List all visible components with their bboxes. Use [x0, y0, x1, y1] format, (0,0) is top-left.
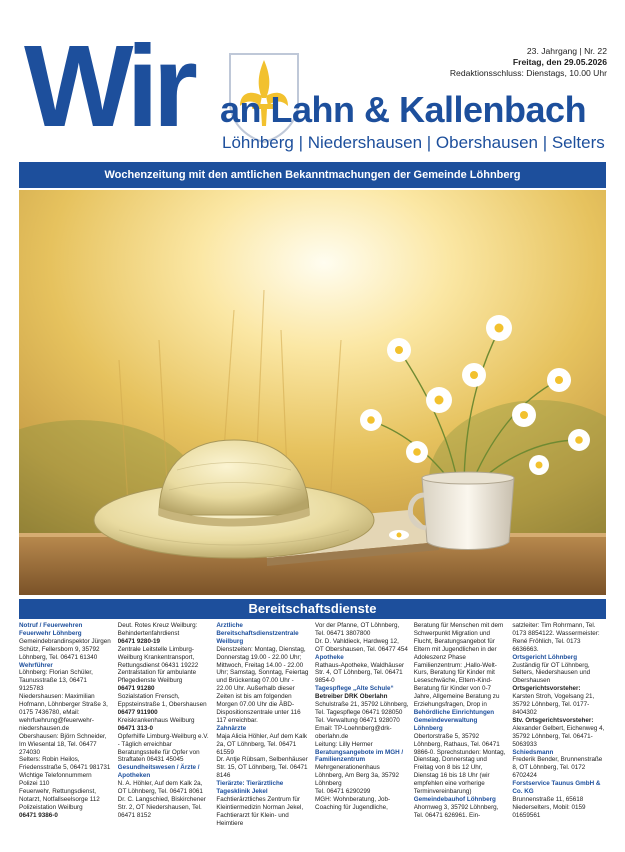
column-paragraph: Opferhilfe Limburg-Weilburg e.V. - Täglich erreichbar Beratungsstelle für Opfer von Straftaten 06431 45045 — [117, 732, 209, 764]
text-column-5 — [414, 622, 508, 848]
column-heading: Apotheke — [315, 653, 344, 661]
issue-date: Freitag, den 29.05.2026 — [512, 57, 607, 67]
masthead — [0, 0, 625, 160]
column-paragraph: Mehrgenerationenhaus Löhnberg, Am Berg 3a, 35792 Löhnberg — [315, 764, 400, 788]
masthead-wir-logo: Wir — [24, 21, 192, 151]
column-paragraph: Zuständig für OT Löhnberg, Selters, Niedershausen und Obershausen — [512, 661, 591, 685]
column-paragraph: 06471 91280 — [117, 685, 155, 693]
column-heading: Tagespflege „Alte Schule“ — [315, 685, 394, 693]
column-paragraph: satzleiter: Tim Rohrmann, Tel. 0173 8854122. Wassermeister: René Fröhlich, Tel. 0173 6636663. — [512, 622, 600, 653]
column-paragraph: Ortsgerichtsvorsteher: — [512, 685, 581, 693]
column-paragraph: Sozialstation Frensch, Eppsteinstraße 1, Obershausen — [117, 693, 207, 709]
issue-info — [450, 46, 607, 79]
column-paragraph: Dienstzeiten: Montag, Dienstag, Donnerstag 19.00 - 22.00 Uhr; Mittwoch, Freitag 14.00 - 22.00 Uhr; Samstag, Sonntag, Feiertag und Brückentag 07.00 Uhr - 22.00 Uhr. Außerhalb dieser Zeiten ist bis am folgenden Morgen 07.00 Uhr die ÄBD-Dispositionszentrale unter 116 117 erreichbar. — [216, 645, 309, 724]
column-paragraph: Rathaus-Apotheke, Waldhäuser Str. 4, OT Löhnberg, Tel. 06471 9854-0 — [315, 661, 405, 685]
column-heading: Notruf / Feuerwehren — [19, 622, 83, 629]
column-heading: Behördliche Einrichtungen — [413, 708, 495, 716]
text-column-2 — [118, 622, 212, 848]
column-paragraph: Fachtierärztliches Zentrum für Kleintiermedizin Norman Jekel, Fachtierarzt für Klein- und Heimtiere — [216, 795, 304, 827]
column-paragraph: Karsten Stroh, Vogelsang 21, 35792 Löhnberg, Tel. 0177-8404302 — [512, 693, 595, 716]
column-paragraph: Kreiskrankenhaus Weilburg — [117, 716, 195, 724]
column-heading: Beratungsangebote im MGH / Familienzentrum — [315, 748, 404, 764]
column-paragraph: Vor der Pfanne, OT Löhnberg, Tel. 06471 3807800 — [315, 622, 400, 637]
column-paragraph: Betreiber DRK Oberlahn — [315, 693, 388, 701]
column-paragraph: Polizeistation Weilburg — [19, 803, 83, 811]
column-paragraph: Frederik Bender, Brunnenstraße 8, OT Löhnberg, Tel. 0172 6702424 — [512, 756, 603, 780]
masthead-title: an Lahn & Kallenbach — [220, 89, 587, 130]
column-paragraph: Wichtige Telefonnummern — [19, 772, 92, 780]
column-paragraph: Niedershausen: Maximilian Hofmann, Löhnberger Straße 3, 0175 7436780, eMail: wehrfuehrung@feuerwehr-niedershausen.de — [19, 693, 108, 732]
column-paragraph: Leitung: Lilly Hermer — [315, 740, 373, 748]
column-paragraph: Dr. C. Langschied, Biskirchener Str. 2, OT Niedershausen, Tel. 06471 8152 — [117, 795, 206, 819]
column-paragraph: Deut. Rotes Kreuz Weilburg: Behindertenfahrdienst — [117, 622, 198, 637]
column-paragraph: MGH: Wohnberatung, Job-Coaching für Jugendliche, — [315, 795, 391, 811]
column-paragraph: Dr. Antje Rübsam, Selbenhäuser Str. 15, OT Löhnberg, Tel. 06471 8146 — [216, 756, 308, 780]
issue-number: 23. Jahrgang | Nr. 22 — [526, 46, 607, 56]
column-paragraph: Beratung für Menschen mit dem Schwerpunkt Migration und Flucht, Beratungsangebot für Eltern mit Jugendlichen in der Adoleszenz Phase — [413, 622, 504, 661]
column-paragraph: N. A. Höhler, Auf dem Kalk 2a, OT Löhnberg, Tel. 06471 8061 — [117, 780, 203, 796]
column-paragraph: Ahornweg 3, 35792 Löhnberg, Tel. 06471 626961. Ein- — [413, 803, 499, 819]
column-paragraph: Obershausen: Björn Schneider, Im Wiesental 18, Tel. 06477 274030 — [19, 732, 107, 756]
column-heading: Forstservice Taunus GmbH & Co. KG — [512, 780, 601, 796]
column-paragraph: Maja Alicia Höhler, Auf dem Kalk 2a, OT Löhnberg, Tel. 06471 61559 — [216, 732, 307, 756]
column-paragraph: 06471 9280-19 — [117, 637, 161, 645]
column-paragraph: Selters: Robin Heilos, Friedensstraße 5, 06471 981731 — [19, 756, 111, 772]
column-paragraph: Feuerwehr, Rettungsdienst, Notarzt, Notfallseelsorge 112 — [19, 788, 100, 803]
column-heading: Gesundheitswesen / Ärzte / Apotheken — [117, 764, 200, 780]
column-paragraph: 06471 9386-0 — [19, 811, 58, 819]
emergency-services-columns — [19, 622, 606, 848]
column-heading: Ärztliche Bereitschaftsdienstzentrale Weilburg — [216, 622, 299, 645]
column-heading: Schiedsmann — [512, 748, 554, 756]
section-title-bar: Bereitschaftsdienste — [19, 599, 606, 619]
column-paragraph: Zentrale Leitstelle Limburg-Weilburg Krankentransport, Rettungsdienst 06431 19222 — [117, 645, 199, 669]
column-paragraph: Gemeindebrandinspektor Jürgen Schütz, Fellersborn 9, 35792 Löhnberg, Tel. 06471 61340 — [19, 637, 111, 661]
column-heading: Gemeindebauhof Löhnberg — [413, 795, 496, 803]
column-paragraph: Tel. 06471 6290299 — [315, 788, 371, 796]
cover-photo-image — [19, 190, 606, 595]
column-paragraph: 06471 313-0 — [117, 724, 154, 732]
text-column-4 — [315, 622, 409, 848]
column-heading: Feuerwehr Löhnberg — [19, 629, 82, 637]
column-paragraph: Alexander Gelbert, Eichenweg 4, 35792 Löhnberg, Tel. 06471-5063933 — [512, 724, 605, 748]
text-column-1 — [19, 622, 113, 848]
cover-photo — [19, 190, 606, 595]
text-column-3 — [216, 622, 310, 848]
column-heading: Tierärzte: Tierärztliche Tagesklinik Jekel — [216, 780, 284, 796]
column-paragraph: 06477 911900 — [117, 708, 158, 716]
column-paragraph: Zentralstation für ambulante Pflegedienste Weilburg — [117, 669, 197, 685]
column-heading: Gemeindeverwaltung Löhnberg — [413, 716, 478, 732]
column-heading: Ortsgericht Löhnberg — [512, 653, 578, 661]
text-column-6 — [512, 622, 606, 848]
subtitle-bar: Wochenzeitung mit den amtlichen Bekanntmachungen der Gemeinde Löhnberg — [19, 162, 606, 188]
column-heading: Wehrführer — [19, 661, 53, 669]
column-paragraph: Stv. Ortsgerichtsvorsteher: — [512, 716, 594, 724]
masthead-places: Löhnberg | Niedershausen | Obershausen | Selters — [222, 133, 605, 152]
column-paragraph: Familienzentrum: „Hallo-Welt-Kurs, Beratung für Kinder mit Leseschwäche, Eltern-Kind-Beratung für Kinder von 0-7 Jahre, Allgemeine Beratung zu Erziehungsfragen, Drop in — [413, 661, 500, 709]
editorial-deadline: Redaktionsschluss: Dienstags, 10.00 Uhr — [449, 68, 607, 78]
column-paragraph: Obertorstraße 5, 35792 Löhnberg, Rathaus, Tel. 06471 9866-0. Sprechstunden: Montag, Dienstag, Donnerstag und Freitag von 8 bis 12 Uhr, Dienstag 16 bis 18 Uhr (wir empfehlen eine vorherige Terminvereinbarung) — [413, 732, 506, 796]
column-paragraph: Schulstraße 21, 35792 Löhnberg, Tel. Tagespflege 06471 928050 Tel. Verwaltung 06471 928070 Email: TP-Loehnberg@drk-oberlahn.de — [315, 701, 409, 740]
column-paragraph: Polizei 110 — [19, 780, 50, 788]
column-paragraph: Brunnenstraße 11, 65618 Niederselters, Mobil: 0159 01659561 — [512, 795, 586, 819]
column-heading: Zahnärzte — [216, 724, 247, 732]
column-paragraph: Löhnberg: Florian Schüler, Taunusstraße 13, 06471 9125783 — [19, 669, 93, 693]
column-paragraph: Dr. D. Vahldieck, Hardweg 12, OT Obershausen, Tel. 06477 454 — [315, 637, 408, 653]
